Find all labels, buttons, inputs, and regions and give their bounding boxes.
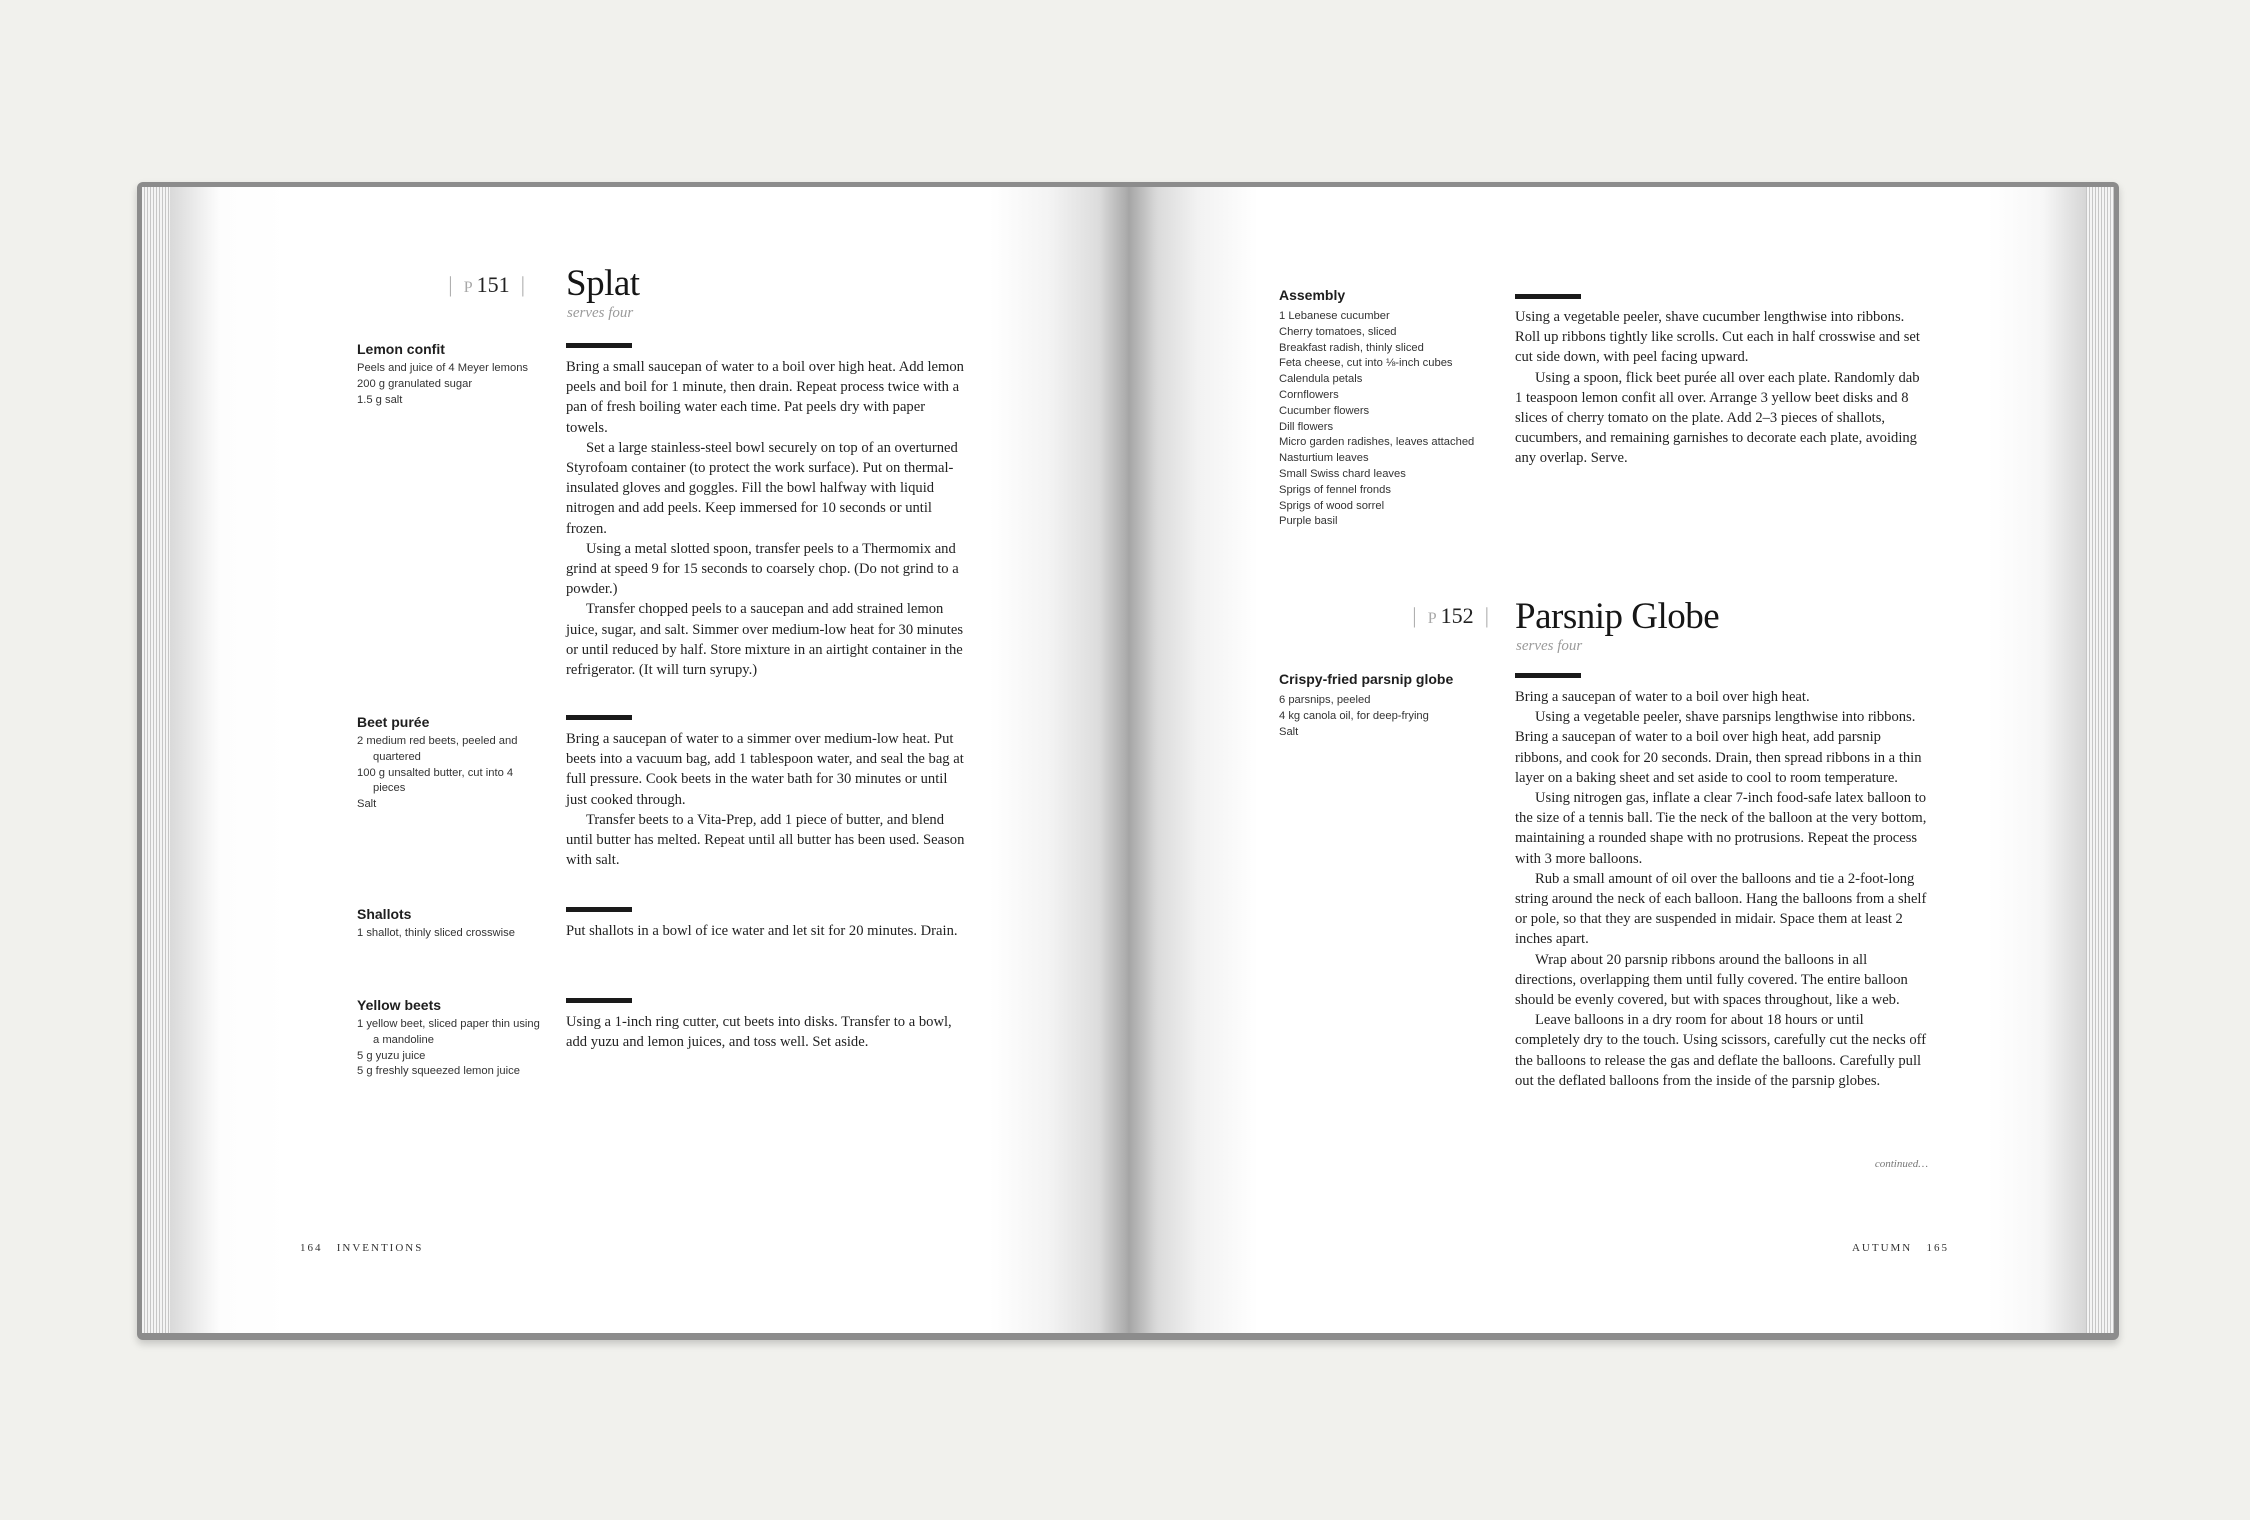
method-text <box>1515 307 1927 469</box>
ingredient-item: Cucumber flowers <box>1279 404 1370 417</box>
ingredient-item: Sprigs of fennel fronds <box>1279 483 1391 496</box>
method-paragraph: Using a vegetable peeler, shave cucumber lengthwise into ribbons. Roll up ribbons tightly like scrolls. Cut each in half crosswise and set cut side down, with peel facing upward. <box>1515 309 1920 366</box>
method-paragraph: Wrap about 20 parsnip ribbons around the balloons in all directions, overlapping them until fully covered. The entire balloon should be evenly covered, but with spaces throughout, like a web. <box>1515 951 1908 1009</box>
ingredient-item: Nasturtium leaves <box>1279 452 1369 465</box>
recipe-title: Splat <box>566 263 640 304</box>
page-reference: | P 152 | <box>1412 603 1489 628</box>
section-rule <box>566 998 632 1003</box>
ingredient-item: Sprigs of wood sorrel <box>1279 499 1385 512</box>
section-name: INVENTIONS <box>336 1242 424 1254</box>
ingredient-list <box>1279 693 1479 740</box>
page-number: 165 <box>1926 1242 1949 1254</box>
section-heading: Assembly <box>1279 287 1346 303</box>
ingredient-item: Salt <box>357 798 377 811</box>
ingredient-item: 1 shallot, thinly sliced crosswise <box>357 927 515 939</box>
ingredient-item: 2 medium red beets, peeled and quartered <box>357 735 518 763</box>
method-text <box>566 357 966 680</box>
ingredient-list <box>357 1017 547 1080</box>
folio <box>1852 1242 1949 1254</box>
ingredient-item: Dill flowers <box>1279 420 1334 433</box>
continued-note: continued… <box>1874 1158 1928 1170</box>
ingredient-item: 1 Lebanese cucumber <box>1279 310 1390 322</box>
section-rule <box>1515 294 1581 299</box>
method-paragraph: Bring a saucepan of water to a simmer over medium-low heat. Put beets into a vacuum bag, add 1 tablespoon water, and seal the bag at full pressure. Cook beets in the water bath for 30 minutes or until just cooked through. <box>566 731 964 808</box>
section-rule <box>1515 673 1581 678</box>
method-paragraph: Transfer beets to a Vita-Prep, add 1 piece of butter, and blend until butter has melted. Repeat until all butter has been used. Season with salt. <box>566 811 965 869</box>
ingredient-item: Cornflowers <box>1279 388 1339 401</box>
method-paragraph: Bring a saucepan of water to a boil over high heat. <box>1515 689 1810 705</box>
section-heading: Crispy-fried parsnip globe <box>1279 671 1454 687</box>
recipe-title: Parsnip Globe <box>1515 596 1720 637</box>
section-heading: Lemon confit <box>357 341 445 357</box>
ingredient-item: Salt <box>1279 725 1299 738</box>
method-paragraph: Leave balloons in a dry room for about 18 hours or until completely dry to the touch. Using scissors, carefully cut the necks off the balloons to release the gas and deflate the balloons. Carefully pull out the deflated balloons from the inside of the parsnip globes. <box>1515 1012 1927 1089</box>
method-paragraph: Rub a small amount of oil over the balloons and tie a 2-foot-long string around the neck of each balloon. Hang the balloons from a shelf or pole, so that they are suspended in midair. Space them at least 2 inches apart. <box>1515 870 1927 948</box>
folio <box>300 1242 423 1254</box>
ingredient-item: 1 yellow beet, sliced paper thin using a mandoline <box>357 1018 540 1046</box>
ingredient-item: Breakfast radish, thinly sliced <box>1279 341 1424 354</box>
ingredient-item: 1.5 g salt <box>357 393 403 406</box>
ingredient-item: 5 g freshly squeezed lemon juice <box>357 1065 520 1078</box>
ingredient-item: 5 g yuzu juice <box>357 1049 426 1062</box>
method-paragraph: Using a 1-inch ring cutter, cut beets into disks. Transfer to a bowl, add yuzu and lemon juices, and toss well. Set aside. <box>566 1014 952 1051</box>
ingredient-item: Calendula petals <box>1279 373 1363 386</box>
ingredient-item: Purple basil <box>1279 515 1338 528</box>
page-reference: | P 151 | <box>448 272 525 297</box>
method-paragraph: Using a metal slotted spoon, transfer peels to a Thermomix and grind at speed 9 for 15 seconds to coarsely chop. (Do not grind to a powder.) <box>566 540 959 598</box>
method-paragraph: Using nitrogen gas, inflate a clear 7-inch food-safe latex balloon to the size of a tennis ball. Tie the neck of the balloon at the very bottom, maintaining a rounded shape with no protrusions. Repeat the process with 3 more balloons. <box>1515 790 1927 867</box>
method-paragraph: Bring a small saucepan of water to a boil over high heat. Add lemon peels and boil for 1 minute, then drain. Repeat process twice with a pan of fresh boiling water each time. Pat peels dry with paper towels. <box>566 359 964 436</box>
open-book <box>137 182 2119 1340</box>
section-heading: Shallots <box>357 906 412 922</box>
section-heading: Yellow beets <box>357 997 442 1013</box>
left-page <box>170 187 1128 1333</box>
section-rule <box>566 343 632 348</box>
section-heading: Beet purée <box>357 714 430 730</box>
section-rule <box>566 715 632 720</box>
ingredient-item: Micro garden radishes, leaves attached <box>1279 436 1475 449</box>
right-page <box>1128 187 2086 1333</box>
ingredient-item: Peels and juice of 4 Meyer lemons <box>357 362 529 374</box>
ingredient-list <box>357 361 557 408</box>
method-paragraph: Set a large stainless-steel bowl securely on top of an overturned Styrofoam container (to protect the work surface). Put on thermal-insulated gloves and goggles. Fill the bowl halfway with liquid nitrogen and add peels. Keep immersed for 10 seconds or until frozen. <box>566 439 958 537</box>
ingredient-item: 4 kg canola oil, for deep-frying <box>1279 709 1429 722</box>
method-paragraph: Transfer chopped peels to a saucepan and add strained lemon juice, sugar, and salt. Simmer over medium-low heat for 30 minutes or until reduced by half. Store mixture in an airtight container in the refrigerator. (It will turn syrupy.) <box>566 601 964 679</box>
ingredient-item: 6 parsnips, peeled <box>1279 694 1371 706</box>
serves-note: serves four <box>1516 638 1583 654</box>
method-text <box>566 921 966 941</box>
method-text <box>566 729 971 870</box>
ingredient-list <box>357 734 542 813</box>
ingredient-list <box>1279 309 1479 530</box>
section-rule <box>566 907 632 912</box>
serves-note: serves four <box>567 305 634 321</box>
ingredient-item: 200 g granulated sugar <box>357 377 473 390</box>
ingredient-list <box>357 926 557 942</box>
ingredient-item: Small Swiss chard leaves <box>1279 467 1406 480</box>
method-text <box>566 1012 966 1052</box>
ingredient-item: Cherry tomatoes, sliced <box>1279 325 1397 338</box>
section-name: AUTUMN <box>1851 1242 1913 1254</box>
method-paragraph: Using a spoon, flick beet purée all over each plate. Randomly dab 1 teaspoon lemon confit all over. Arrange 3 yellow beet disks and 8 slices of cherry tomato on the plate. Add 2–3 pieces of shallots, cucumbers, and remaining garnishes to decorate each plate, avoiding any overlap. Serve. <box>1515 369 1920 467</box>
ingredient-item: 100 g unsalted butter, cut into 4 pieces <box>357 766 514 795</box>
method-paragraph: Put shallots in a bowl of ice water and let sit for 20 minutes. Drain. <box>566 923 958 939</box>
method-text <box>1515 687 1927 1091</box>
ingredient-item: Feta cheese, cut into ⅛-inch cubes <box>1279 357 1453 370</box>
page-number: 164 <box>300 1242 323 1254</box>
method-paragraph: Using a vegetable peeler, shave parsnips lengthwise into ribbons. Bring a saucepan of water to a boil over high heat, add parsnip ribbons, and cook for 20 seconds. Drain, then spread ribbons in a thin layer on a baking sheet and set aside to cool to room temperature. <box>1515 709 1922 786</box>
